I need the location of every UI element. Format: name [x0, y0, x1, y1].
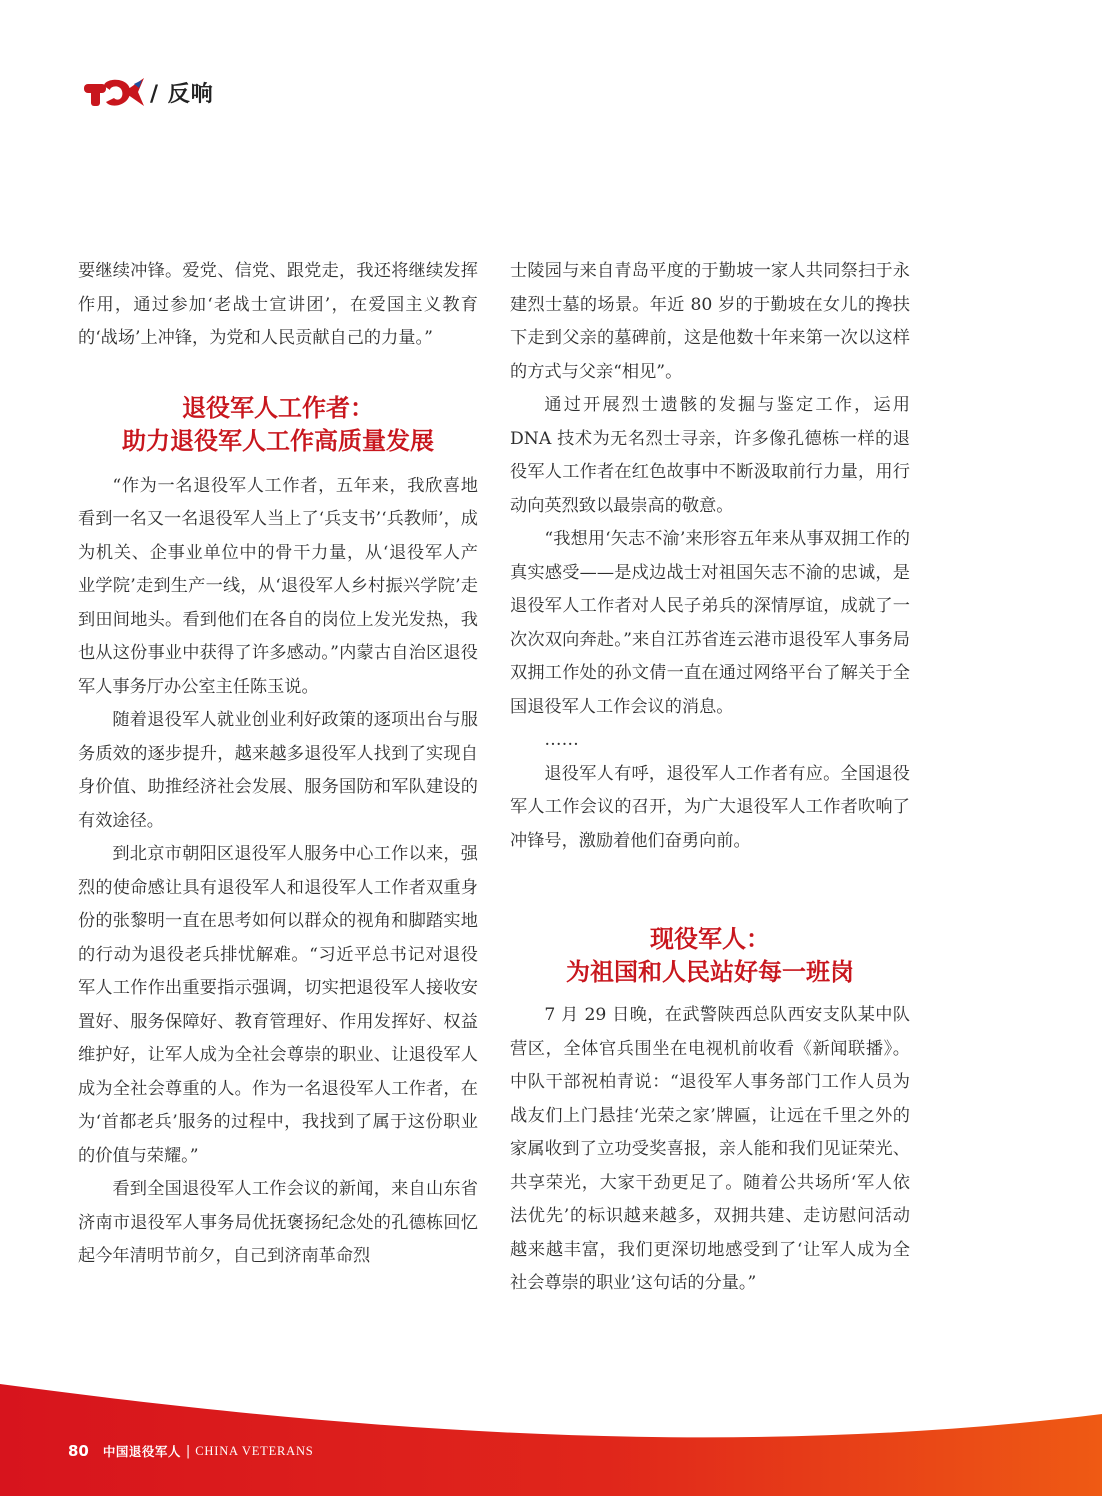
paragraph: “作为一名退役军人工作者，五年来，我欣喜地看到一名又一名退役军人当上了‘兵支书’‘兵教师’，成为机关、企事业单位中的骨干力量，从‘退役军人产业学院’走到生产一线，从‘退役军人乡村振兴学院’走到田间地头。看到他们在各自的岗位上发光发热，我也从这份事业中获得了许多感动。”内蒙古自治区退役军人事务厅办公室主任陈玉说。: [78, 475, 478, 697]
heading-subline: 为祖国和人民站好每一班岗: [566, 957, 854, 986]
article-right-column: [510, 255, 910, 1301]
heading-line: 现役军人：: [650, 924, 770, 953]
paragraph: 到北京市朝阳区退役军人服务中心工作以来，强烈的使命感让具有退役军人和退役军人工作者双重身份的张黎明一直在思考如何以群众的视角和脚踏实地的行动为退役老兵排忧解难。“习近平总书记对退役军人工作作出重要指示强调，切实把退役军人接收安置好、服务保障好、教育管理好、作用发挥好、权益维护好，让军人成为全社会尊崇的职业、让退役军人成为全社会尊重的人。作为一名退役军人工作者，在为‘首都老兵’服务的过程中，我找到了属于这份职业的价值与荣耀。”: [78, 844, 478, 1166]
footer-divider: |: [185, 1443, 191, 1459]
magazine-name-cn: 中国退役军人: [102, 1444, 181, 1459]
page-header: [82, 70, 214, 114]
paragraph: 7 月 29 日晚，在武警陕西总队西安支队某中队营区，全体官兵围坐在电视机前收看《新闻联播》。中队干部祝柏青说：“退役军人事务部门工作人员为战友们上门悬挂‘光荣之家’牌匾，让远在千里之外的家属收到了立功受奖喜报，亲人能和我们见证荣光、共享荣光，大家干劲更足了。随着公共场所‘军人依法优先’的标识越来越多，双拥共建、走访慰问活动越来越丰富，我们更深切地感受到了‘让军人成为全社会尊崇的职业’这句话的分量。”: [510, 1005, 910, 1293]
heading-subline: 助力退役军人工作高质量发展: [122, 425, 434, 455]
section-label: / 反响: [150, 81, 214, 107]
paragraph: 要继续冲锋。爱党、信党、跟党走，我还将继续发挥作用，通过参加‘老战士宣讲团’，在爱国主义教育的‘战场’上冲锋，为党和人民贡献自己的力量。”: [78, 261, 478, 348]
footer-wave-decoration: [0, 1384, 1102, 1496]
ellipsis-paragraph: ……: [544, 730, 579, 750]
page-footer: [68, 1442, 314, 1460]
section-heading: [78, 391, 478, 457]
paragraph: 士陵园与来自青岛平度的于勤坡一家人共同祭扫于永建烈士墓的场景。年近 80 岁的于勤坡在女儿的搀扶下走到父亲的墓碑前，这是他数十年来第一次以这样的方式与父亲“相见”。: [510, 261, 910, 382]
page-number: 80: [68, 1442, 89, 1460]
paragraph: 随着退役军人就业创业利好政策的逐项出台与服务质效的逐步提升，越来越多退役军人找到了实现自身价值、助推经济社会发展、服务国防和军队建设的有效途径。: [78, 710, 478, 831]
article-left-column: [78, 255, 478, 1274]
magazine-name-en: CHINA VETERANS: [195, 1443, 314, 1458]
paragraph: 看到全国退役军人工作会议的新闻，来自山东省济南市退役军人事务局优抚褒扬纪念处的孔德栋回忆起今年清明节前夕，自己到济南革命烈: [78, 1179, 478, 1266]
paragraph: “我想用‘矢志不渝’来形容五年来从事双拥工作的真实感受——是戍边战士对祖国矢志不渝的忠诚，是退役军人工作者对人民子弟兵的深情厚谊，成就了一次次双向奔赴。”来自江苏省连云港市退役军人事务局双拥工作处的孙文倩一直在通过网络平台了解关于全国退役军人工作会议的消息。: [510, 529, 910, 717]
paragraph: 通过开展烈士遗骸的发掘与鉴定工作，运用DNA 技术为无名烈士寻亲，许多像孔德栋一样的退役军人工作者在红色故事中不断汲取前行力量，用行动向英烈致以最崇高的敬意。: [510, 395, 910, 516]
heading-line: 退役军人工作者：: [182, 392, 374, 422]
magazine-logo-icon: [82, 72, 146, 112]
paragraph: 退役军人有呼，退役军人工作者有应。全国退役军人工作会议的召开，为广大退役军人工作者吹响了冲锋号，激励着他们奋勇向前。: [510, 763, 910, 851]
section-heading: [510, 922, 910, 988]
